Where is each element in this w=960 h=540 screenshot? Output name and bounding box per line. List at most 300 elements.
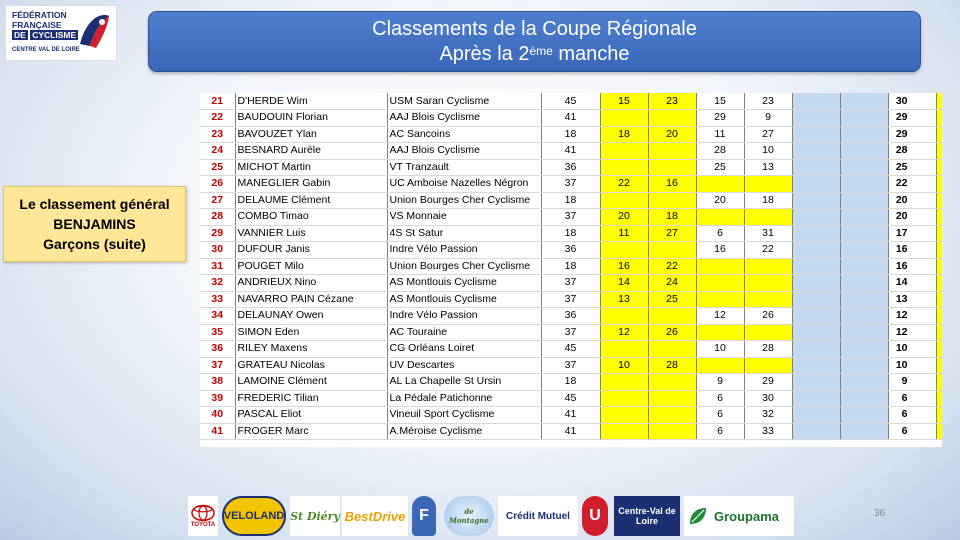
round1-place-cell: 12 [600, 324, 648, 341]
round2-points-cell [744, 324, 792, 341]
round2-place-cell: 16 [696, 242, 744, 259]
credit-mutuel-label: Crédit Mutuel [506, 510, 570, 522]
ffc-logo [5, 5, 117, 61]
table-row [200, 159, 942, 176]
blank-blue-cell [840, 192, 888, 209]
ranking-table-body [200, 93, 942, 440]
edge-cell [936, 407, 942, 424]
table-row [200, 192, 942, 209]
club-cell: AAJ Blois Cyclisme [387, 143, 541, 160]
edge-cell [936, 291, 942, 308]
round1-place-cell: 20 [600, 209, 648, 226]
rank-cell: 29 [200, 225, 235, 242]
round1-points-cell [648, 308, 696, 325]
round1-place-cell: 10 [600, 357, 648, 374]
rank-cell: 27 [200, 192, 235, 209]
round2-points-cell: 28 [744, 341, 792, 358]
total-points-cell: 6 [888, 423, 936, 440]
round1-place-cell [600, 341, 648, 358]
edge-cell [936, 93, 942, 110]
rank-cell: 31 [200, 258, 235, 275]
category-label-box [3, 186, 186, 262]
rider-name-cell: BESNARD Aurèle [235, 143, 387, 160]
rider-name-cell: FROGER Marc [235, 423, 387, 440]
montagne-label: de Montagne [449, 507, 489, 525]
blank-blue-cell [840, 324, 888, 341]
ranking-table-container [200, 93, 942, 447]
round2-points-cell: 27 [744, 126, 792, 143]
sponsor-strip [188, 496, 798, 538]
category-code-cell: 37 [541, 176, 600, 193]
round1-place-cell [600, 110, 648, 127]
blank-blue-cell [840, 423, 888, 440]
category-code-cell: 36 [541, 159, 600, 176]
blank-blue-cell [792, 390, 840, 407]
title-banner [148, 11, 921, 72]
toyota-logo [188, 496, 218, 536]
round2-place-cell: 12 [696, 308, 744, 325]
round2-points-cell [744, 357, 792, 374]
edge-cell [936, 357, 942, 374]
rider-name-cell: VANNIER Luis [235, 225, 387, 242]
veloland-label: VELOLAND [223, 510, 285, 522]
round1-points-cell [648, 390, 696, 407]
round2-place-cell: 29 [696, 110, 744, 127]
round2-points-cell: 18 [744, 192, 792, 209]
round1-points-cell [648, 407, 696, 424]
table-row [200, 143, 942, 160]
round1-place-cell [600, 159, 648, 176]
table-row [200, 126, 942, 143]
blank-blue-cell [840, 159, 888, 176]
round2-points-cell: 26 [744, 308, 792, 325]
blank-blue-cell [840, 110, 888, 127]
round2-place-cell: 20 [696, 192, 744, 209]
round2-points-cell [744, 209, 792, 226]
logo-line-4: CENTRE VAL DE LOIRE [12, 47, 80, 53]
round2-place-cell [696, 258, 744, 275]
round1-points-cell: 22 [648, 258, 696, 275]
logo-line-3-text: CYCLISME [32, 30, 77, 40]
rider-name-cell: GRATEAU Nicolas [235, 357, 387, 374]
rider-name-cell: DELAUNAY Owen [235, 308, 387, 325]
total-points-cell: 10 [888, 341, 936, 358]
round1-place-cell: 18 [600, 126, 648, 143]
table-row [200, 407, 942, 424]
table-row [200, 291, 942, 308]
groupama-logo [684, 496, 794, 536]
round2-points-cell: 23 [744, 93, 792, 110]
rank-cell: 21 [200, 93, 235, 110]
table-row [200, 242, 942, 259]
total-points-cell: 13 [888, 291, 936, 308]
table-row [200, 93, 942, 110]
blank-blue-cell [792, 143, 840, 160]
round2-place-cell: 6 [696, 423, 744, 440]
round2-points-cell [744, 291, 792, 308]
rider-name-cell: MICHOT Martin [235, 159, 387, 176]
category-code-cell: 37 [541, 357, 600, 374]
total-points-cell: 22 [888, 176, 936, 193]
category-code-cell: 18 [541, 126, 600, 143]
round2-place-cell: 28 [696, 143, 744, 160]
table-row [200, 374, 942, 391]
club-cell: La Pédale Patichonne [387, 390, 541, 407]
round2-points-cell: 33 [744, 423, 792, 440]
blank-blue-cell [840, 258, 888, 275]
total-points-cell: 9 [888, 374, 936, 391]
blank-blue-cell [840, 357, 888, 374]
round2-points-cell [744, 275, 792, 292]
rider-name-cell: LAMOINE Clément [235, 374, 387, 391]
round2-place-cell: 25 [696, 159, 744, 176]
blank-blue-cell [840, 374, 888, 391]
category-code-cell: 37 [541, 275, 600, 292]
toyota-label: TOYOTA [190, 522, 216, 528]
club-cell: UC Amboise Nazelles Négron [387, 176, 541, 193]
round1-points-cell: 23 [648, 93, 696, 110]
blank-blue-cell [792, 126, 840, 143]
rider-name-cell: BAUDOUIN Florian [235, 110, 387, 127]
blank-blue-cell [840, 209, 888, 226]
blank-blue-cell [792, 291, 840, 308]
blank-blue-cell [840, 225, 888, 242]
edge-cell [936, 374, 942, 391]
bestdrive-label: BestDrive [344, 508, 406, 524]
blank-blue-cell [792, 176, 840, 193]
rank-cell: 26 [200, 176, 235, 193]
round2-place-cell [696, 291, 744, 308]
category-code-cell: 45 [541, 390, 600, 407]
total-points-cell: 20 [888, 209, 936, 226]
rider-name-cell: DUFOUR Janis [235, 242, 387, 259]
logo-line-1: FÉDÉRATION [12, 10, 67, 20]
rank-cell: 39 [200, 390, 235, 407]
rank-cell: 25 [200, 159, 235, 176]
blank-blue-cell [792, 341, 840, 358]
total-points-cell: 28 [888, 143, 936, 160]
round2-place-cell: 11 [696, 126, 744, 143]
category-code-cell: 18 [541, 258, 600, 275]
edge-cell [936, 110, 942, 127]
round1-place-cell [600, 390, 648, 407]
edge-cell [936, 423, 942, 440]
category-code-cell: 41 [541, 110, 600, 127]
round2-points-cell: 30 [744, 390, 792, 407]
club-cell: Indre Vélo Passion [387, 242, 541, 259]
table-row [200, 357, 942, 374]
round2-points-cell: 22 [744, 242, 792, 259]
total-points-cell: 29 [888, 126, 936, 143]
u-logo [582, 496, 608, 536]
round1-place-cell [600, 407, 648, 424]
round1-points-cell: 16 [648, 176, 696, 193]
club-cell: Indre Vélo Passion [387, 308, 541, 325]
rider-name-cell: D'HERDE Wim [235, 93, 387, 110]
blank-blue-cell [792, 192, 840, 209]
page-title: Classements de la Coupe Régionale [372, 18, 697, 40]
club-cell: VS Monnaie [387, 209, 541, 226]
category-line-1: Le classement général [19, 196, 170, 212]
category-code-cell: 37 [541, 209, 600, 226]
blank-blue-cell [840, 407, 888, 424]
round2-place-cell: 6 [696, 225, 744, 242]
edge-cell [936, 341, 942, 358]
rider-name-cell: NAVARRO PAIN Cézane [235, 291, 387, 308]
rank-cell: 28 [200, 209, 235, 226]
round2-place-cell: 6 [696, 407, 744, 424]
total-points-cell: 14 [888, 275, 936, 292]
blank-blue-cell [792, 407, 840, 424]
round1-points-cell [648, 242, 696, 259]
round1-place-cell [600, 192, 648, 209]
table-row [200, 324, 942, 341]
club-cell: UV Descartes [387, 357, 541, 374]
round1-place-cell: 11 [600, 225, 648, 242]
toyota-ellipse-icon [191, 504, 215, 522]
round1-points-cell [648, 192, 696, 209]
rank-cell: 36 [200, 341, 235, 358]
round1-place-cell: 16 [600, 258, 648, 275]
total-points-cell: 20 [888, 192, 936, 209]
rider-name-cell: FREDERIC Tilian [235, 390, 387, 407]
round1-points-cell [648, 143, 696, 160]
total-points-cell: 6 [888, 390, 936, 407]
total-points-cell: 10 [888, 357, 936, 374]
edge-cell [936, 126, 942, 143]
category-code-cell: 18 [541, 225, 600, 242]
club-cell: USM Saran Cyclisme [387, 93, 541, 110]
round1-place-cell: 13 [600, 291, 648, 308]
blank-blue-cell [840, 275, 888, 292]
f-label: F [419, 507, 429, 524]
club-cell: A.Méroise Cyclisme [387, 423, 541, 440]
category-code-cell: 36 [541, 308, 600, 325]
blank-blue-cell [792, 258, 840, 275]
round2-points-cell [744, 176, 792, 193]
round1-points-cell [648, 159, 696, 176]
cyclist-swoosh-icon [76, 10, 112, 50]
rider-name-cell: BAVOUZET Ylan [235, 126, 387, 143]
f-logo [412, 496, 436, 536]
table-row [200, 390, 942, 407]
table-row [200, 209, 942, 226]
rank-cell: 22 [200, 110, 235, 127]
rank-cell: 41 [200, 423, 235, 440]
round2-points-cell: 13 [744, 159, 792, 176]
club-cell: 4S St Satur [387, 225, 541, 242]
subtitle-post: manche [552, 43, 630, 65]
rider-name-cell: MANEGLIER Gabin [235, 176, 387, 193]
edge-cell [936, 176, 942, 193]
groupama-label: Groupama [714, 508, 780, 524]
blank-blue-cell [792, 159, 840, 176]
round2-points-cell [744, 258, 792, 275]
club-cell: CG Orléans Loiret [387, 341, 541, 358]
edge-cell [936, 324, 942, 341]
logo-line-3 [12, 31, 78, 40]
blank-blue-cell [792, 423, 840, 440]
logo-line-2: FRANÇAISE [12, 20, 62, 30]
blank-blue-cell [792, 93, 840, 110]
rank-cell: 32 [200, 275, 235, 292]
total-points-cell: 12 [888, 308, 936, 325]
blank-blue-cell [792, 110, 840, 127]
club-cell: AS Montlouis Cyclisme [387, 291, 541, 308]
logo-line-3-prefix: DE [14, 30, 26, 40]
round2-place-cell [696, 176, 744, 193]
category-code-cell: 18 [541, 374, 600, 391]
round2-place-cell: 6 [696, 390, 744, 407]
groupama-leaf-icon [688, 506, 708, 526]
rank-cell: 34 [200, 308, 235, 325]
edge-cell [936, 225, 942, 242]
rider-name-cell: PASCAL Eliot [235, 407, 387, 424]
total-points-cell: 6 [888, 407, 936, 424]
round1-place-cell: 15 [600, 93, 648, 110]
rider-name-cell: POUGET Milo [235, 258, 387, 275]
blank-blue-cell [840, 308, 888, 325]
table-row [200, 341, 942, 358]
category-line-2: BENJAMINS [53, 216, 136, 232]
round1-points-cell: 24 [648, 275, 696, 292]
round2-points-cell: 31 [744, 225, 792, 242]
club-cell: VT Tranzault [387, 159, 541, 176]
blank-blue-cell [792, 225, 840, 242]
table-row [200, 176, 942, 193]
u-label: U [589, 507, 601, 524]
round2-place-cell [696, 209, 744, 226]
edge-cell [936, 159, 942, 176]
blank-blue-cell [840, 176, 888, 193]
club-cell: AC Touraine [387, 324, 541, 341]
club-cell: AC Sancoins [387, 126, 541, 143]
total-points-cell: 16 [888, 258, 936, 275]
rank-cell: 33 [200, 291, 235, 308]
round2-place-cell [696, 324, 744, 341]
category-code-cell: 37 [541, 291, 600, 308]
round2-place-cell: 15 [696, 93, 744, 110]
page-number: 36 [874, 508, 886, 519]
edge-cell [936, 242, 942, 259]
round1-place-cell [600, 308, 648, 325]
blank-blue-cell [792, 324, 840, 341]
rider-name-cell: ANDRIEUX Nino [235, 275, 387, 292]
total-points-cell: 29 [888, 110, 936, 127]
round2-place-cell: 10 [696, 341, 744, 358]
category-code-cell: 41 [541, 423, 600, 440]
edge-cell [936, 390, 942, 407]
bestdrive-logo [342, 496, 408, 536]
credit-mutuel-logo [498, 496, 578, 536]
round1-points-cell: 28 [648, 357, 696, 374]
blank-blue-cell [792, 242, 840, 259]
round1-place-cell [600, 374, 648, 391]
blank-blue-cell [840, 390, 888, 407]
round1-place-cell: 14 [600, 275, 648, 292]
blank-blue-cell [792, 275, 840, 292]
rider-name-cell: SIMON Eden [235, 324, 387, 341]
round1-points-cell: 25 [648, 291, 696, 308]
category-code-cell: 37 [541, 324, 600, 341]
round1-points-cell [648, 423, 696, 440]
category-code-cell: 41 [541, 143, 600, 160]
club-cell: Union Bourges Cher Cyclisme [387, 258, 541, 275]
edge-cell [936, 275, 942, 292]
table-row [200, 110, 942, 127]
total-points-cell: 16 [888, 242, 936, 259]
table-row [200, 258, 942, 275]
blank-blue-cell [840, 242, 888, 259]
round2-points-cell: 9 [744, 110, 792, 127]
category-code-cell: 45 [541, 93, 600, 110]
blank-blue-cell [840, 93, 888, 110]
round2-place-cell [696, 275, 744, 292]
table-row [200, 225, 942, 242]
total-points-cell: 30 [888, 93, 936, 110]
round1-place-cell [600, 242, 648, 259]
edge-cell [936, 192, 942, 209]
category-code-cell: 41 [541, 407, 600, 424]
round1-place-cell [600, 143, 648, 160]
round1-points-cell: 20 [648, 126, 696, 143]
category-code-cell: 36 [541, 242, 600, 259]
rank-cell: 38 [200, 374, 235, 391]
table-row [200, 275, 942, 292]
total-points-cell: 17 [888, 225, 936, 242]
round2-points-cell: 29 [744, 374, 792, 391]
round2-place-cell: 9 [696, 374, 744, 391]
round2-points-cell: 32 [744, 407, 792, 424]
category-code-cell: 18 [541, 192, 600, 209]
edge-cell [936, 143, 942, 160]
blank-blue-cell [792, 308, 840, 325]
rider-name-cell: DELAUME Clément [235, 192, 387, 209]
page-subtitle [149, 42, 920, 66]
rank-cell: 30 [200, 242, 235, 259]
ranking-table [200, 93, 942, 440]
edge-cell [936, 308, 942, 325]
round1-points-cell: 27 [648, 225, 696, 242]
rank-cell: 24 [200, 143, 235, 160]
category-line-3: Garçons (suite) [43, 236, 146, 252]
blank-blue-cell [792, 209, 840, 226]
rider-name-cell: COMBO Timao [235, 209, 387, 226]
total-points-cell: 25 [888, 159, 936, 176]
category-code-cell: 45 [541, 341, 600, 358]
rank-cell: 37 [200, 357, 235, 374]
round1-points-cell: 18 [648, 209, 696, 226]
round1-place-cell [600, 423, 648, 440]
table-row [200, 308, 942, 325]
blank-blue-cell [840, 143, 888, 160]
st-diery-logo [290, 496, 340, 536]
veloland-logo [222, 496, 286, 536]
subtitle-sup: ème [529, 44, 553, 58]
round1-place-cell: 22 [600, 176, 648, 193]
centre-val-de-loire-logo [614, 496, 680, 536]
rider-name-cell: RILEY Maxens [235, 341, 387, 358]
club-cell: AS Montlouis Cyclisme [387, 275, 541, 292]
montagne-logo [444, 496, 494, 536]
centre-val-de-loire-label: Centre-Val de Loire [618, 506, 676, 526]
round1-points-cell [648, 110, 696, 127]
subtitle-pre: Après la 2 [439, 43, 530, 65]
edge-cell [936, 258, 942, 275]
club-cell: AL La Chapelle St Ursin [387, 374, 541, 391]
round1-points-cell [648, 341, 696, 358]
round2-points-cell: 10 [744, 143, 792, 160]
